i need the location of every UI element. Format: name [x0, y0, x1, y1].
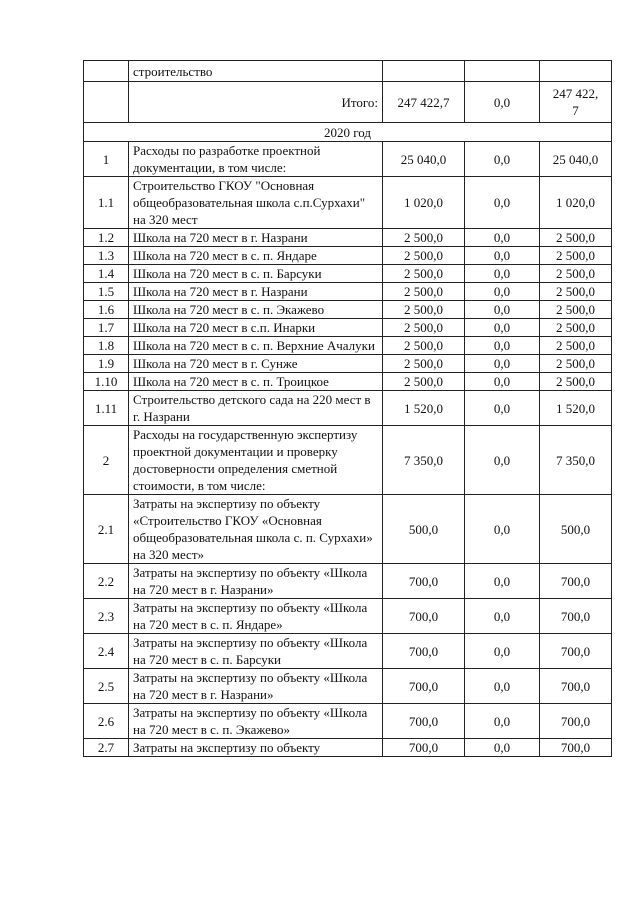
- row-amount-1: 1 020,0: [383, 177, 465, 229]
- itogo-empty-cell: [84, 82, 129, 123]
- row-number: 2.5: [84, 669, 129, 704]
- table-row: [84, 391, 612, 426]
- year-header: 2020 год: [84, 123, 612, 142]
- row-amount-1: 7 350,0: [383, 426, 465, 495]
- row-description: строительство: [129, 61, 383, 82]
- table-row: [84, 265, 612, 283]
- row-amount-2: 0,0: [465, 373, 540, 391]
- row-amount-1: 500,0: [383, 495, 465, 564]
- row-amount-1: 700,0: [383, 704, 465, 739]
- row-description: Школа на 720 мест в с. п. Экажево: [129, 301, 383, 319]
- row-amount-3: 2 500,0: [540, 283, 612, 301]
- table-row: [84, 373, 612, 391]
- row-amount-3: 2 500,0: [540, 355, 612, 373]
- row-number: 2.1: [84, 495, 129, 564]
- row-amount-1: 2 500,0: [383, 355, 465, 373]
- row-amount-2: 0,0: [465, 669, 540, 704]
- row-description: Школа на 720 мест в с. п. Яндаре: [129, 247, 383, 265]
- row-amount-2: 0,0: [465, 142, 540, 177]
- row-amount-3: 2 500,0: [540, 319, 612, 337]
- row-amount-2: 0,0: [465, 634, 540, 669]
- row-amount-2: 0,0: [465, 283, 540, 301]
- row-description: Строительство ГКОУ "Основная общеобразовательная школа с.п.Сурхахи" на 320 мест: [129, 177, 383, 229]
- row-amount-3: 1 520,0: [540, 391, 612, 426]
- row-amount-2: 0,0: [465, 426, 540, 495]
- itogo-row: [84, 82, 612, 123]
- row-amount-2: 0,0: [465, 319, 540, 337]
- row-number: [84, 61, 129, 82]
- row-description: Школа на 720 мест в с.п. Инарки: [129, 319, 383, 337]
- row-number: 1.7: [84, 319, 129, 337]
- row-amount-3: [540, 61, 612, 82]
- row-amount-1: 700,0: [383, 669, 465, 704]
- row-amount-2: 0,0: [465, 355, 540, 373]
- row-description: Затраты на экспертизу по объекту «Школа на 720 мест в г. Назрани»: [129, 564, 383, 599]
- row-amount-1: 2 500,0: [383, 373, 465, 391]
- row-amount-3: 2 500,0: [540, 247, 612, 265]
- row-amount-1: 700,0: [383, 634, 465, 669]
- row-amount-1: 2 500,0: [383, 283, 465, 301]
- table-row: [84, 599, 612, 634]
- row-amount-2: 0,0: [465, 301, 540, 319]
- row-amount-3: 2 500,0: [540, 301, 612, 319]
- row-amount-3: 2 500,0: [540, 337, 612, 355]
- row-description: Школа на 720 мест в с. п. Верхние Ачалуки: [129, 337, 383, 355]
- row-amount-2: [465, 61, 540, 82]
- row-amount-3: 700,0: [540, 564, 612, 599]
- row-number: 1.10: [84, 373, 129, 391]
- row-amount-1: 2 500,0: [383, 337, 465, 355]
- row-number: 1.1: [84, 177, 129, 229]
- row-number: 1: [84, 142, 129, 177]
- table-row: [84, 142, 612, 177]
- table-row: [84, 669, 612, 704]
- row-description: Школа на 720 мест в г. Назрани: [129, 283, 383, 301]
- row-number: 2.7: [84, 739, 129, 757]
- row-description: Расходы на государственную экспертизу проектной документации и проверку достоверности определения сметной стоимости, в том числе:: [129, 426, 383, 495]
- row-amount-1: 2 500,0: [383, 265, 465, 283]
- row-number: 1.5: [84, 283, 129, 301]
- row-amount-1: 1 520,0: [383, 391, 465, 426]
- row-description: Расходы по разработке проектной документации, в том числе:: [129, 142, 383, 177]
- itogo-amount-3-line1: 247 422,: [552, 86, 599, 101]
- row-amount-3: 500,0: [540, 495, 612, 564]
- row-description: Затраты на экспертизу по объекту: [129, 739, 383, 757]
- row-amount-1: [383, 61, 465, 82]
- row-description: Школа на 720 мест в с. п. Барсуки: [129, 265, 383, 283]
- budget-table-body: [84, 61, 612, 757]
- table-row: [84, 61, 612, 82]
- row-amount-2: 0,0: [465, 265, 540, 283]
- row-amount-2: 0,0: [465, 391, 540, 426]
- row-description: Затраты на экспертизу по объекту «Школа на 720 мест в с. п. Барсуки: [129, 634, 383, 669]
- row-description: Строительство детского сада на 220 мест в г. Назрани: [129, 391, 383, 426]
- itogo-amount-3: [540, 82, 612, 123]
- row-description: Затраты на экспертизу по объекту «Школа на 720 мест в с. п. Экажево»: [129, 704, 383, 739]
- year-header-row: [84, 123, 612, 142]
- row-number: 1.3: [84, 247, 129, 265]
- row-amount-3: 7 350,0: [540, 426, 612, 495]
- row-amount-2: 0,0: [465, 177, 540, 229]
- row-amount-1: 25 040,0: [383, 142, 465, 177]
- row-amount-3: 2 500,0: [540, 229, 612, 247]
- row-description: Школа на 720 мест в г. Назрани: [129, 229, 383, 247]
- row-amount-2: 0,0: [465, 247, 540, 265]
- row-amount-3: 2 500,0: [540, 373, 612, 391]
- row-amount-1: 700,0: [383, 599, 465, 634]
- row-amount-2: 0,0: [465, 495, 540, 564]
- row-amount-1: 2 500,0: [383, 229, 465, 247]
- table-row: [84, 177, 612, 229]
- row-amount-3: 2 500,0: [540, 265, 612, 283]
- row-number: 1.8: [84, 337, 129, 355]
- row-number: 2: [84, 426, 129, 495]
- row-number: 1.2: [84, 229, 129, 247]
- row-amount-2: 0,0: [465, 599, 540, 634]
- row-number: 2.3: [84, 599, 129, 634]
- table-row: [84, 247, 612, 265]
- row-amount-3: 700,0: [540, 634, 612, 669]
- row-amount-2: 0,0: [465, 564, 540, 599]
- row-description: Затраты на экспертизу по объекту «Школа на 720 мест в с. п. Яндаре»: [129, 599, 383, 634]
- table-row: [84, 355, 612, 373]
- itogo-amount-1: 247 422,7: [383, 82, 465, 123]
- row-amount-1: 700,0: [383, 739, 465, 757]
- row-description: Школа на 720 мест в с. п. Троицкое: [129, 373, 383, 391]
- table-row: [84, 739, 612, 757]
- budget-table: [83, 60, 612, 757]
- itogo-amount-2: 0,0: [465, 82, 540, 123]
- row-amount-3: 700,0: [540, 704, 612, 739]
- row-description: Затраты на экспертизу по объекту «Строительство ГКОУ «Основная общеобразовательная школа с. п. Сурхахи» на 320 мест»: [129, 495, 383, 564]
- itogo-label: Итого:: [129, 82, 383, 123]
- row-amount-1: 700,0: [383, 564, 465, 599]
- row-amount-3: 700,0: [540, 599, 612, 634]
- row-amount-3: 25 040,0: [540, 142, 612, 177]
- row-number: 2.6: [84, 704, 129, 739]
- table-row: [84, 704, 612, 739]
- row-amount-2: 0,0: [465, 739, 540, 757]
- row-amount-1: 2 500,0: [383, 301, 465, 319]
- row-number: 2.2: [84, 564, 129, 599]
- row-description: Школа на 720 мест в г. Сунже: [129, 355, 383, 373]
- itogo-amount-3-line2: 7: [572, 103, 579, 118]
- table-row: [84, 634, 612, 669]
- row-amount-3: 700,0: [540, 739, 612, 757]
- table-row: [84, 301, 612, 319]
- row-amount-3: 1 020,0: [540, 177, 612, 229]
- table-row: [84, 564, 612, 599]
- row-amount-3: 700,0: [540, 669, 612, 704]
- row-number: 1.11: [84, 391, 129, 426]
- row-number: 2.4: [84, 634, 129, 669]
- table-row: [84, 337, 612, 355]
- table-row: [84, 283, 612, 301]
- row-amount-2: 0,0: [465, 337, 540, 355]
- row-amount-2: 0,0: [465, 704, 540, 739]
- row-amount-2: 0,0: [465, 229, 540, 247]
- row-description: Затраты на экспертизу по объекту «Школа на 720 мест в г. Назрани»: [129, 669, 383, 704]
- table-row: [84, 229, 612, 247]
- row-amount-1: 2 500,0: [383, 247, 465, 265]
- table-row: [84, 495, 612, 564]
- row-number: 1.9: [84, 355, 129, 373]
- table-row: [84, 426, 612, 495]
- row-number: 1.6: [84, 301, 129, 319]
- row-amount-1: 2 500,0: [383, 319, 465, 337]
- row-number: 1.4: [84, 265, 129, 283]
- table-row: [84, 319, 612, 337]
